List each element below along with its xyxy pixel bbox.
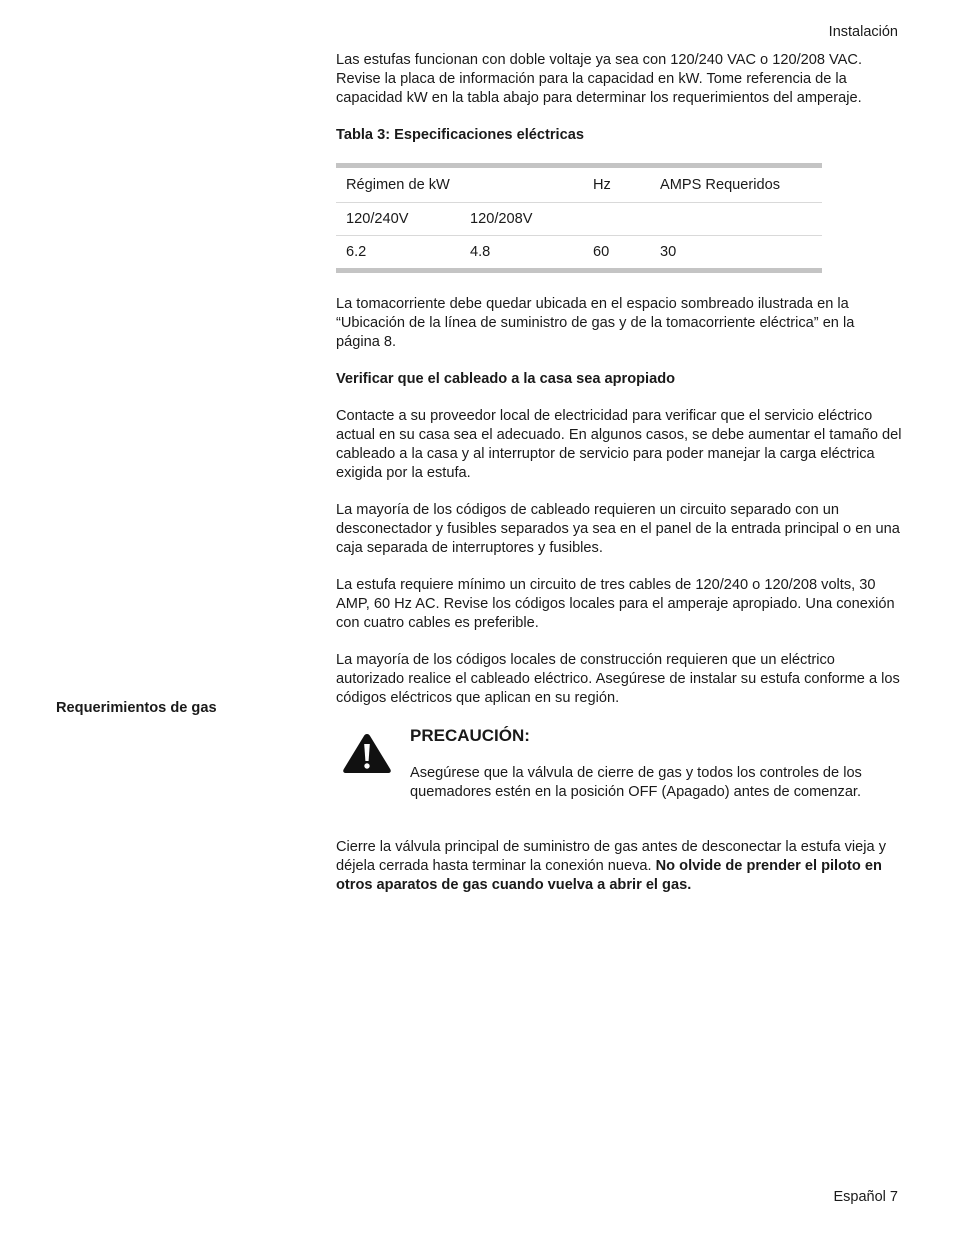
gas-valve-text: Cierre la válvula principal de suministro de gas antes de desconectar la estufa vieja y déjela cerrada hasta terminar la conexión nueva.: [336, 839, 886, 874]
caution-text: Asegúrese que la válvula de cierre de gas y todos los controles de los quemadores estén en la posición OFF (Apagado) antes de comenzar.: [410, 765, 862, 800]
table-row: [336, 236, 822, 271]
table-cell: [583, 203, 650, 236]
table-cell: 120/240V: [336, 203, 460, 236]
table-row: [336, 203, 822, 236]
caution-title: PRECAUCIÓN:: [410, 726, 530, 745]
body-paragraph: La mayoría de los códigos de cableado requieren un circuito separado con un desconectador y fusibles separados ya sea en el panel de la entrada principal o en una caja separada de interruptores y fusibles.: [336, 502, 900, 556]
table-title: Tabla 3: Especificaciones eléctricas: [336, 127, 584, 143]
intro-paragraph: Las estufas funcionan con doble voltaje ya sea con 120/240 VAC o 120/208 VAC. Revise la placa de información para la capacidad en kW. Tome referencia de la capacidad kW en la tabla abajo para determinar los requerimientos del amperaje.: [336, 52, 863, 106]
body-paragraph: La estufa requiere mínimo un circuito de tres cables de 120/240 o 120/208 volts, 30 AMP, 60 Hz AC. Revise los códigos locales para el amperaje apropiado. Una conexión con cuatro cables es preferible.: [336, 577, 895, 631]
electrical-spec-table: [336, 163, 822, 273]
page-header-section: Instalación: [828, 24, 898, 40]
main-content: [336, 51, 902, 913]
table-cell: 6.2: [336, 236, 460, 271]
table-header-cell: AMPS Requeridos: [660, 176, 781, 193]
table-header-cell: [460, 166, 583, 203]
table-header-cell: Hz: [593, 176, 611, 193]
table-header-row: [336, 166, 822, 203]
caution-box: [336, 726, 902, 820]
table-header-cell: Régimen de kW: [346, 176, 450, 193]
table-cell: 4.8: [460, 236, 583, 271]
body-paragraph: Contacte a su proveedor local de electricidad para verificar que el servicio eléctrico actual en su casa sea el adecuado. En algunos casos, se debe aumentar el tamaño del cableado a la casa y al interruptor de servicio para poder manejar la carga eléctrica exigida por la estufa.: [336, 408, 902, 481]
outlet-paragraph: La tomacorriente debe quedar ubicada en el espacio sombreado ilustrada en la “Ubicación de la línea de suministro de gas y de la tomacorriente eléctrica” en la página 8.: [336, 296, 855, 350]
wiring-subheading: Verificar que el cableado a la casa sea apropiado: [336, 371, 676, 387]
gas-valve-paragraph: [336, 838, 902, 895]
gas-requirements-heading: Requerimientos de gas: [56, 700, 217, 716]
table-cell: 60: [583, 236, 650, 271]
table-cell: 120/208V: [460, 203, 583, 236]
body-paragraph: La mayoría de los códigos locales de construcción requieren que un eléctrico autorizado realice el cableado eléctrico. Asegúrese de instalar su estufa conforme a los códigos eléctricos que aplican en su región.: [336, 652, 900, 706]
warning-triangle-icon: [342, 732, 392, 774]
page-footer-number: Español 7: [833, 1189, 898, 1205]
caution-content: [410, 726, 902, 820]
table-cell: [650, 203, 822, 236]
table-cell: 30: [650, 236, 822, 271]
gas-pilot-warning: No olvide de prender el piloto en otros aparatos de gas cuando vuelva a abrir el gas.: [336, 858, 882, 893]
